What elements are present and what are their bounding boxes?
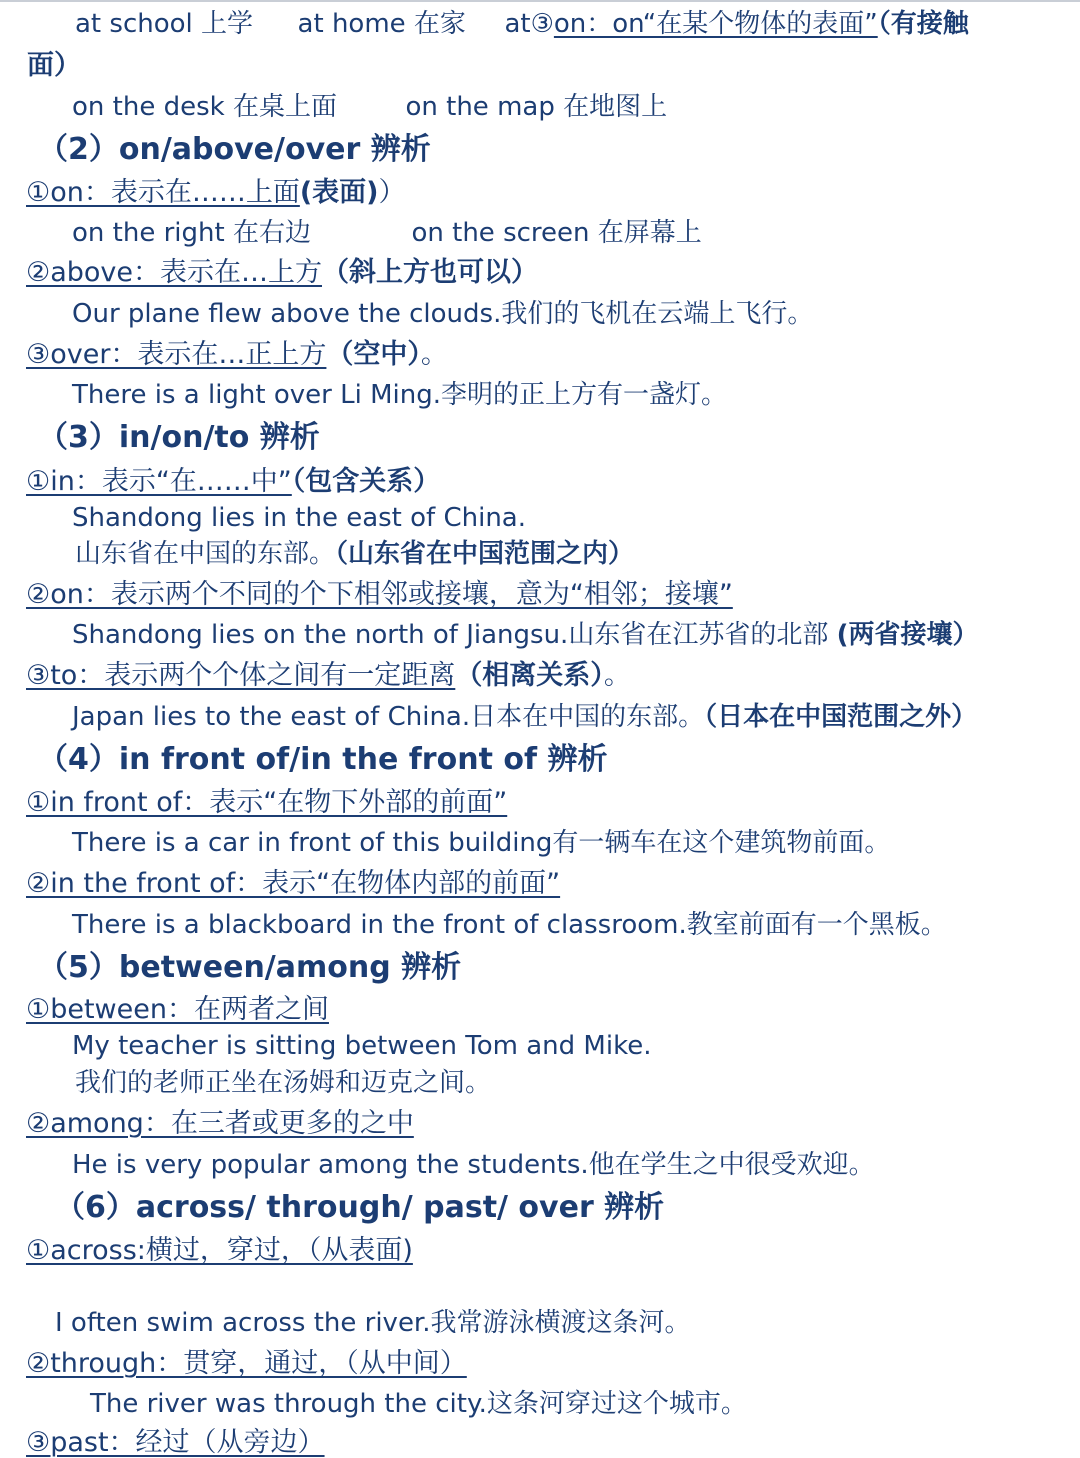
definition-on-note: (表面) [299, 177, 379, 208]
translation-note: （山东省在中国范围之内） [335, 539, 635, 569]
definition-through-text: ②through：贯穿，通过，（从中间） [26, 1348, 467, 1379]
example-note: (两省接壤） [836, 620, 979, 650]
example-sentence: He is very popular among the students.他在学生之中很受欢迎。 [72, 1150, 875, 1180]
definition-on-adjacent [26, 580, 733, 610]
section-heading-5: （5）between/among 辨析 [38, 950, 462, 985]
definition-past-text: ③past：经过（从旁边） [26, 1427, 325, 1458]
example-sentence: Our plane flew above the clouds.我们的飞机在云端上飞行。 [72, 299, 814, 329]
example-sentence: The river was through the city.这条河穿过这个城市。 [90, 1389, 747, 1419]
note-contact: （有接触 [877, 9, 969, 39]
definition-in-front-of-text: ①in front of：表示“在物下外部的前面” [26, 787, 508, 818]
definition-through [26, 1349, 467, 1379]
definition-on-surface: on：on“在某个物体的表面” [553, 9, 878, 39]
definition-above [26, 258, 538, 288]
example-note: （日本在中国范围之外） [704, 702, 978, 732]
section-heading-2: （2）on/above/over 辨析 [38, 132, 431, 167]
definition-on [26, 178, 406, 208]
section-heading-4: （4）in front of/in the front of 辨析 [38, 742, 608, 777]
example-sentence: There is a car in front of this building有一辆车在这个建筑物前面。 [72, 828, 891, 858]
section-heading-3: （3）in/on/to 辨析 [38, 420, 320, 455]
example-sentence [72, 703, 977, 732]
definition-in-the-front-of-text: ②in the front of：表示“在物体内部的前面” [26, 868, 561, 899]
definition-in-note: （包含关系） [291, 466, 441, 497]
definition-in [26, 467, 440, 497]
example-on-screen: on the screen 在屏幕上 [411, 218, 702, 248]
definition-over-tail: 。 [420, 339, 448, 370]
example-line [72, 93, 667, 122]
example-at-home: at home 在家 [297, 9, 466, 39]
definition-on-adjacent-text: ②on：表示两个不同的个下相邻或接壤，意为“相邻；接壤” [26, 579, 733, 610]
example-line [75, 10, 969, 39]
definition-in-front-of [26, 788, 507, 818]
definition-between [26, 995, 329, 1025]
example-on-map: on the map 在地图上 [405, 92, 668, 122]
example-sentence: Shandong lies in the east of China. [72, 503, 526, 533]
definition-in-text: ①in：表示“在……中” [26, 466, 292, 497]
definition-over-note: （空中） [326, 339, 421, 370]
example-text: Shandong lies on the north of Jiangsu.山东省在江苏省的北部 [72, 620, 837, 650]
top-border [0, 0, 1080, 2]
example-at-school: at school 上学 [75, 9, 254, 39]
example-sentence [72, 621, 978, 650]
example-prefix: at③ [504, 9, 554, 39]
example-line [72, 219, 702, 248]
definition-to-text: ③to：表示两个个体之间有一定距离 [26, 660, 456, 691]
definition-on-text: ①on：表示在……上面 [26, 177, 300, 208]
definition-across-text: ①across:横过，穿过，（从表面) [26, 1235, 413, 1266]
definition-over-text: ③over：表示在…正上方 [26, 339, 327, 370]
definition-between-text: ①between：在两者之间 [26, 994, 329, 1025]
example-sentence: I often swim across the river.我常游泳横渡这条河。 [55, 1308, 691, 1338]
example-sentence: There is a blackboard in the front of classroom.教室前面有一个黑板。 [72, 910, 947, 940]
definition-above-note: （斜上方也可以） [322, 257, 538, 288]
definition-among-text: ②among：在三者或更多的之中 [26, 1108, 414, 1139]
definition-over [26, 340, 448, 370]
note-continuation: 面） [27, 50, 81, 81]
example-translation [75, 540, 634, 569]
translation-text: 山东省在中国的东部。 [75, 539, 336, 569]
definition-across [26, 1236, 413, 1266]
definition-to-tail: 。 [603, 660, 631, 691]
example-on-desk: on the desk 在桌上面 [72, 92, 337, 122]
definition-above-text: ②above：表示在…上方 [26, 257, 322, 288]
definition-among [26, 1109, 414, 1139]
definition-on-close: ） [378, 177, 406, 208]
definition-to-note: （相离关系） [455, 660, 604, 691]
definition-to [26, 661, 631, 691]
example-translation: 我们的老师正坐在汤姆和迈克之间。 [75, 1068, 492, 1098]
definition-in-the-front-of [26, 869, 560, 899]
section-heading-6: （6）across/ through/ past/ over 辨析 [55, 1190, 665, 1225]
example-sentence: There is a light over Li Ming.李明的正上方有一盏灯。 [72, 380, 727, 410]
definition-past [26, 1428, 325, 1458]
example-text: Japan lies to the east of China.日本在中国的东部。 [72, 702, 705, 732]
example-sentence: My teacher is sitting between Tom and Mike. [72, 1031, 652, 1061]
example-on-right: on the right 在右边 [72, 218, 311, 248]
